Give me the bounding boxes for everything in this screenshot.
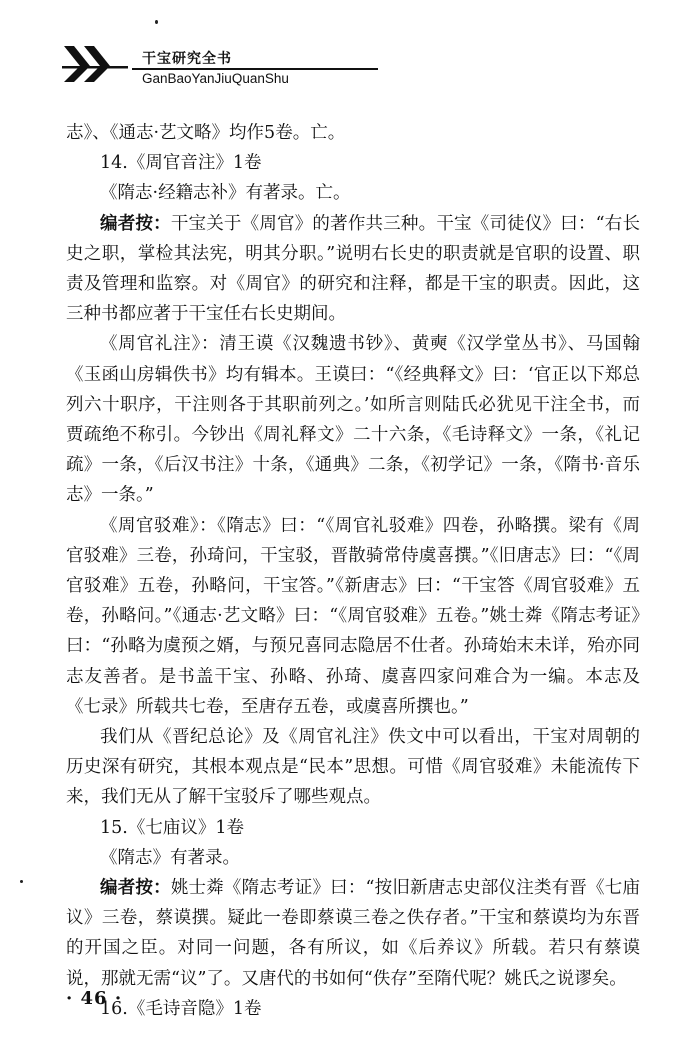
- editor-note-text-15: 姚士粦《隋志考证》曰：“按旧新唐志史部仪注类有晋《七庙议》三卷，蔡谟撰。疑此一卷即蔡谟三卷之佚存者。”干宝和蔡谟均为东晋的开国之臣。对同一问题，各有所议，如《后养议》所载。若只有蔡谟说，那就无需“议”了。又唐代的书如何“佚存”至隋代呢？姚氏之说谬矣。: [66, 878, 640, 989]
- entry-record-note-15: 《隋志》有著录。: [100, 847, 240, 868]
- entry-heading-14: 14.《周官音注》1卷: [100, 153, 262, 174]
- editor-note-label: 编者按：: [100, 213, 171, 234]
- paragraph-zhouguan-bonan: 《周官驳难》：《隋志》曰：“《周官礼驳难》四卷，孙略撰。梁有《周官驳难》三卷，孙琦问，干宝驳，晋散骑常侍虞喜撰。”《旧唐志》曰：“《周官驳难》五卷，孙略问，干宝答。”《新唐志》曰：“干宝答《周官驳难》五卷，孙略问。”《通志·艺文略》曰：“《周官驳难》五卷。”姚士粦《隋志考证》曰：“孙略为虞预之婿，与预兄喜同志隐居不仕者。孙琦始末未详，殆亦同志友善者。是书盖干宝、孙略、孙琦、虞喜四家问难合为一编。本志及《七录》所载共七卷，至唐存五卷，或虞喜所撰也。”: [66, 515, 640, 717]
- editor-note-paragraph: [66, 209, 640, 330]
- header-rule: [132, 68, 378, 70]
- editor-note-paragraph-15: [66, 873, 640, 994]
- series-logo-icon: [60, 44, 128, 84]
- paragraph-analysis: 我们从《晋纪总论》及《周官礼注》佚文中可以看出，干宝对周朝的历史深有研究，其根本观点是“民本”思想。可惜《周官驳难》未能流传下来，我们无从了解干宝驳斥了哪些观点。: [66, 727, 640, 808]
- entry-heading-15: 15.《七庙议》1卷: [100, 817, 244, 838]
- series-title-cn: 干宝研究全书: [142, 51, 232, 67]
- editor-note-label-15: 编者按：: [100, 878, 171, 899]
- entry-record-note: 《隋志·经籍志补》有著录。亡。: [100, 183, 351, 204]
- running-header: [60, 44, 640, 84]
- page-body: [66, 118, 640, 1024]
- scan-speck: [20, 880, 23, 883]
- entry-heading-16: 16.《毛诗音隐》1卷: [100, 998, 262, 1019]
- paragraph-continuation: 志》、《通志·艺文略》均作5卷。亡。: [66, 123, 346, 143]
- page-number: · 46 ·: [66, 988, 123, 1009]
- scan-speck: [155, 20, 158, 24]
- series-title-en: GanBaoYanJiuQuanShu: [142, 71, 289, 86]
- editor-note-text: 干宝关于《周官》的著作共三种。干宝《司徒仪》曰：“右长史之职，掌检其法宪，明其分职。”说明右长史的职责就是官职的设置、职责及管理和监察。对《周官》的研究和注释，都是干宝的职责。因此，这三种书都应著于干宝任右长史期间。: [66, 213, 640, 325]
- paragraph-zhouguan-lizhu: 《周官礼注》：清王谟《汉魏遗书钞》、黄奭《汉学堂丛书》、马国翰《玉函山房辑佚书》均有辑本。王谟曰：“《经典释文》曰：‘官正以下郑总列六十职序，干注则各于其职前列之。’如所言则陆氏必犹见干注全书，而贾疏绝不称引。今钞出《周礼释文》二十六条，《毛诗释文》一条，《礼记疏》一条，《后汉书注》十条，《通典》二条，《初学记》一条，《隋书·音乐志》一条。”: [66, 334, 640, 506]
